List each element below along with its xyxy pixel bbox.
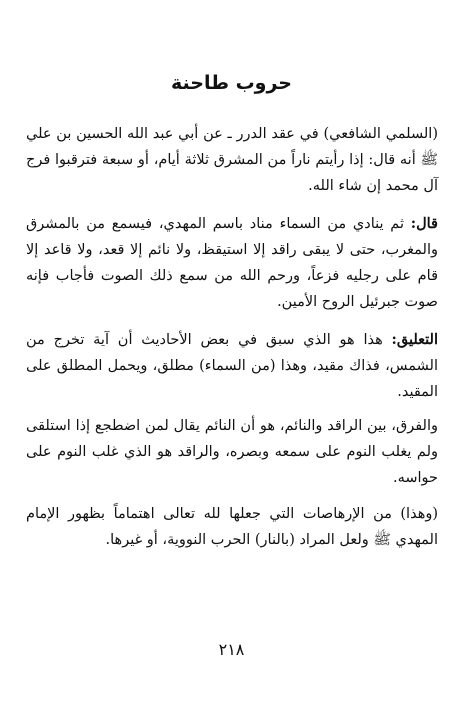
paragraph-5 bbox=[26, 501, 438, 553]
paragraph-4-text: والفرق، بين الراقد والنائم، هو أن النائم يقال لمن اضطجع إذا استلقى ولم يغلب النوم على سمعه وبصره، والراقد هو الذي غلب النوم على حواسه. bbox=[26, 417, 438, 486]
paragraph-2 bbox=[26, 211, 438, 315]
paragraph-5-text: (وهذا) من الإرهاصات التي جعلها لله تعالى اهتماماً بظهور الإمام المهدي ﷺ ولعل المراد (بالنار) الحرب النووية، أو غيرها. bbox=[26, 505, 438, 548]
paragraph-3-text: هذا هو الذي سبق في بعض الأحاديث أن آية تخرج من الشمس، فذاك مقيد، وهذا (من السماء) مطلق، ويحمل المطلق على المقيد. bbox=[26, 331, 438, 400]
page-number: ٢١٨ bbox=[218, 640, 245, 659]
paragraph-1 bbox=[26, 121, 438, 199]
paragraph-1-text: (السلمي الشافعي) في عقد الدرر ـ عن أبي عبد الله الحسين بن علي ﷺ أنه قال: إذا رأيتم ناراً من المشرق ثلاثة أيام، أو سبعة فترقبوا فرج آل محمد إن شاء الله. bbox=[26, 125, 438, 194]
page-title: حروب طاحنة bbox=[170, 72, 293, 94]
paragraph-3 bbox=[26, 327, 438, 405]
paragraph-2-lead: قال: bbox=[410, 214, 438, 232]
paragraph-2-text: ثم ينادي من السماء مناد باسم المهدي، فيسمع من بالمشرق والمغرب، حتى لا يبقى راقد إلا استيقظ، ولا نائم إلا قعد، ولا قاعد إلا قام على رجليه فزعاً، ورحم الله من سمع ذلك الصوت فأجاب فإنه صوت جبرئيل الروح الأمين. bbox=[26, 215, 438, 310]
paragraph-3-lead: التعليق: bbox=[391, 330, 438, 348]
paragraph-4 bbox=[26, 413, 438, 491]
